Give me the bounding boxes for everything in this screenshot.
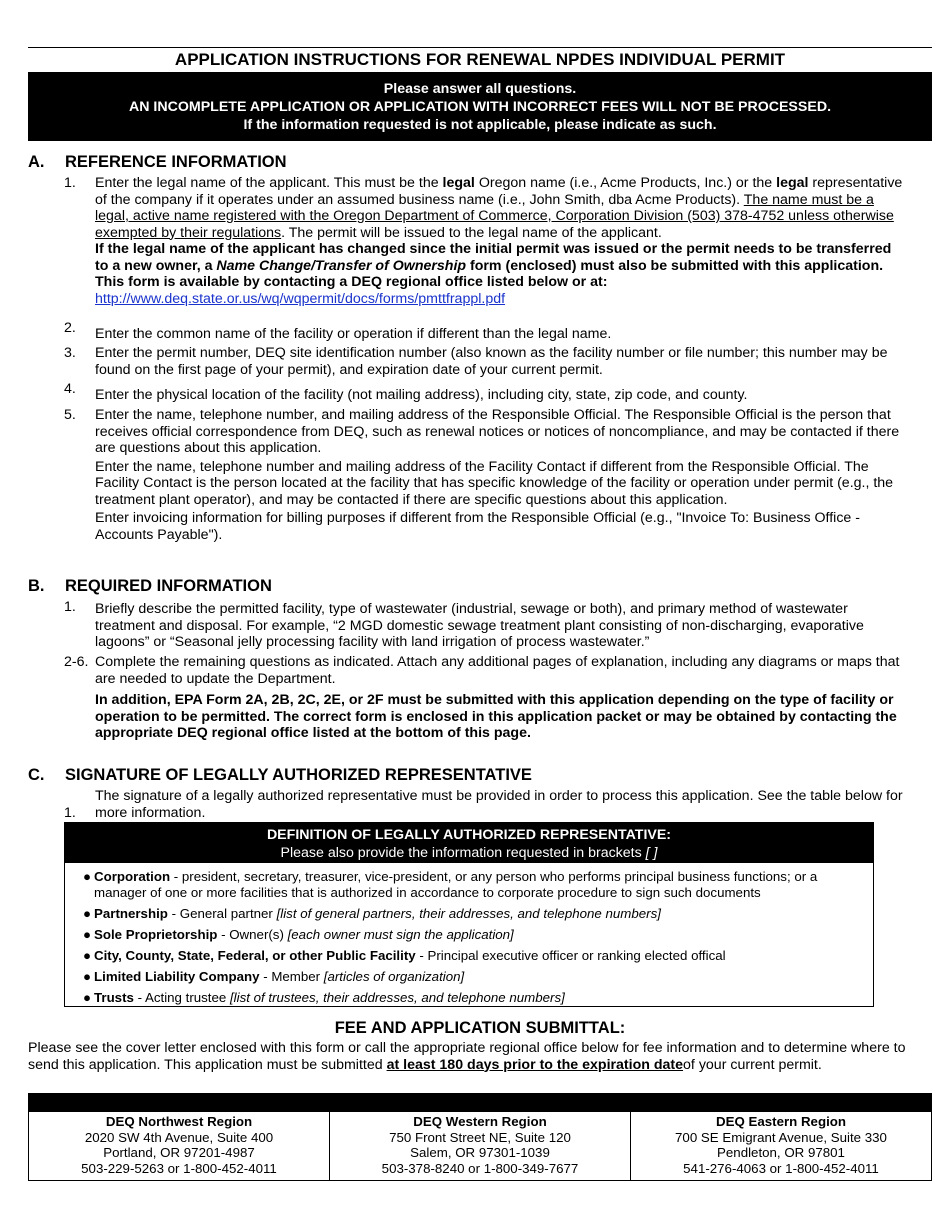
item-number: 1. <box>64 805 76 821</box>
region-western <box>329 1112 630 1180</box>
representative-item: ● Limited Liability Company - Member [articles of organization] <box>83 969 465 984</box>
region-eastern <box>630 1112 931 1180</box>
region-phone: 503-378-8240 or 1-800-349-7677 <box>381 1160 579 1176</box>
bullet-icon: ● <box>83 990 92 1005</box>
section-a-item-4 <box>64 381 904 404</box>
section-b-letter: B. <box>28 577 45 595</box>
fee-title: FEE AND APPLICATION SUBMITTAL: <box>334 1019 626 1037</box>
representative-item: ● Corporation - president, secretary, treasurer, vice-president, or any person who performs principal business functions; or a manager of one or more facilities that is authorized in accordance to corporate procedure to sign such documents <box>83 869 818 900</box>
section-b-title: REQUIRED INFORMATION <box>65 577 272 595</box>
definition-title: DEFINITION OF LEGALLY AUTHORIZED REPRESENTATIVE: <box>266 827 672 843</box>
item-text: Oregon name (i.e., Acme Products, Inc.) or the <box>474 175 777 191</box>
definition-header <box>65 823 873 863</box>
bullet-icon: ● <box>83 969 92 984</box>
transfer-form-link[interactable]: http://www.deq.state.or.us/wq/wqpermit/docs/forms/pmttfrappl.pdf <box>95 290 506 307</box>
item-number: 4. <box>64 381 76 397</box>
responsible-official-text: Enter the name, telephone number, and mailing address of the Responsible Official. The Responsible Official is the person that receives official correspondence from DEQ, such as renewal notices or notices of noncompliance, and may be contacted if there are questions about this application. <box>95 407 900 456</box>
item-number: 2-6. <box>64 654 89 670</box>
item-text: Enter the permit number, DEQ site identification number (also known as the facility number or file number; this number may be found on the first page of your permit), and expiration date of your current permit. <box>95 345 888 378</box>
representative-list <box>83 869 863 1011</box>
region-city: Salem, OR 97301-1039 <box>410 1145 550 1160</box>
region-address: 700 SE Emigrant Avenue, Suite 330 <box>675 1129 887 1145</box>
banner-line-2: AN INCOMPLETE APPLICATION OR APPLICATION WITH INCORRECT FEES WILL NOT BE PROCESSED. <box>128 99 832 115</box>
region-city: Portland, OR 97201-4987 <box>103 1145 255 1160</box>
region-phone: 503-229-5263 or 1-800-452-4011 <box>81 1160 277 1176</box>
region-northwest <box>29 1112 329 1180</box>
section-a-letter: A. <box>28 153 45 171</box>
facility-contact-text: Enter the name, telephone number and mailing address of the Facility Contact if different from the Responsible Official. The Facility Contact is the person located at the facility that has specific knowledge of the facility or operation under permit (e.g., the treatment plant operator), and may be contacted if there are specific questions about this application. <box>95 458 894 508</box>
region-address: 750 Front Street NE, Suite 120 <box>389 1129 571 1145</box>
item-text: Complete the remaining questions as indicated. Attach any additional pages of explanation, including any diagrams or maps that are needed to update the Department. <box>95 654 900 687</box>
invoicing-text: Enter invoicing information for billing purposes if different from the Responsible Official (e.g., "Invoice To: Business Office -Accounts Payable"). <box>95 510 860 543</box>
item-number: 2. <box>64 320 76 336</box>
item-number: 1. <box>64 175 76 191</box>
item-text: representative of the company if it operates under an assumed business name (i.e., John Smith, dba Acme Products). <box>95 175 903 208</box>
definition-subtitle: Please also provide the information requested in brackets [ ] <box>280 845 658 861</box>
representative-item: ● Sole Proprietorship - Owner(s) [each owner must sign the application] <box>83 927 514 942</box>
page-title: APPLICATION INSTRUCTIONS FOR RENEWAL NPDES INDIVIDUAL PERMIT <box>174 50 786 69</box>
banner-line-3: If the information requested is not applicable, please indicate as such. <box>243 117 717 133</box>
section-c-item-1 <box>64 788 904 821</box>
item-text: Enter the legal name of the applicant. This must be the <box>95 175 443 191</box>
region-name: DEQ Eastern Region <box>715 1114 847 1129</box>
regions-header-bar <box>28 1093 932 1112</box>
representative-item: ● Partnership - General partner [list of general partners, their addresses, and telephone numbers] <box>83 906 661 921</box>
item-number: 3. <box>64 345 76 361</box>
region-name: DEQ Northwest Region <box>105 1114 253 1129</box>
bullet-icon: ● <box>83 869 92 884</box>
regional-offices <box>28 1112 932 1181</box>
representative-item: ● City, County, State, Federal, or other Public Facility - Principal executive officer or ranking elected offical <box>83 948 726 963</box>
section-b-item-2-6 <box>64 654 904 742</box>
section-b-item-1 <box>64 601 904 651</box>
section-c-heading <box>28 765 532 785</box>
banner-line-1: Please answer all questions. <box>383 81 577 97</box>
item-text: Enter the physical location of the facility (not mailing address), including city, state, zip code, and county. <box>95 387 748 403</box>
item-text-bold: legal <box>442 175 475 191</box>
item-text-bold: legal <box>776 175 809 191</box>
section-b-heading <box>28 576 272 596</box>
bullet-icon: ● <box>83 948 92 963</box>
representative-item: ● Trusts - Acting trustee [list of trustees, their addresses, and telephone numbers] <box>83 990 565 1005</box>
item-number: 5. <box>64 407 76 423</box>
epa-form-note: In addition, EPA Form 2A, 2B, 2C, 2E, or 2F must be submitted with this application depending on the type of facility or operation to be permitted. The correct form is enclosed in this application packet or may be obtained by contacting the appropriate DEQ regional office listed at the bottom of this page. <box>95 692 897 741</box>
section-c-letter: C. <box>28 766 45 784</box>
region-name: DEQ Western Region <box>413 1114 547 1129</box>
section-c-title: SIGNATURE OF LEGALLY AUTHORIZED REPRESENTATIVE <box>65 766 532 784</box>
section-a-item-5 <box>64 407 904 543</box>
section-a-item-2 <box>64 320 904 343</box>
region-phone: 541-276-4063 or 1-800-452-4011 <box>683 1160 879 1176</box>
item-text: The signature of a legally authorized representative must be provided in order to process this application. See the table below for more information. <box>95 788 903 821</box>
bullet-icon: ● <box>83 927 92 942</box>
item-number: 1. <box>64 599 76 615</box>
instructions-banner <box>28 72 932 141</box>
section-a-heading <box>28 152 287 172</box>
fee-text: Please see the cover letter enclosed with this form or call the appropriate regional office below for fee information and to determine where to send this application. This application must be submitted at least 180 days prior to the expiration dateof your current permit. <box>28 1040 906 1073</box>
section-a-item-3 <box>64 345 904 378</box>
section-a-item-1 <box>64 175 904 307</box>
authorized-representative-table <box>64 822 874 1007</box>
item-text: Enter the common name of the facility or operation if different than the legal name. <box>95 326 612 342</box>
item-text: . The permit will be issued to the legal name of the applicant. <box>281 224 662 241</box>
section-a-title: REFERENCE INFORMATION <box>65 153 287 171</box>
item-text-underline: The name must be a legal, active name registered with the Oregon Department of Commerce, Corporation Division (503) 378-4752 unless otherwise exempted by their regulations <box>95 191 894 241</box>
bullet-icon: ● <box>83 906 92 921</box>
region-address: 2020 SW 4th Avenue, Suite 400 <box>84 1129 274 1145</box>
transfer-note: If the legal name of the applicant has changed since the initial permit was issued or the permit needs to be transferred to a new owner, a Name Change/Transfer of Ownership form (enclosed) must also be submitted with this application. This form is available by contacting a DEQ regional office listed below or at: <box>95 241 892 290</box>
region-city: Pendleton, OR 97801 <box>717 1145 845 1160</box>
item-text: Briefly describe the permitted facility, type of wastewater (industrial, sewage or both), and primary method of wastewater treatment and disposal. For example, “2 MGD domestic sewage treatment plant consisting of non-discharging, evaporative lagoons” or “Seasonal jelly processing facility with land irrigation of process wastewater.” <box>95 601 864 650</box>
top-rule <box>28 47 932 48</box>
